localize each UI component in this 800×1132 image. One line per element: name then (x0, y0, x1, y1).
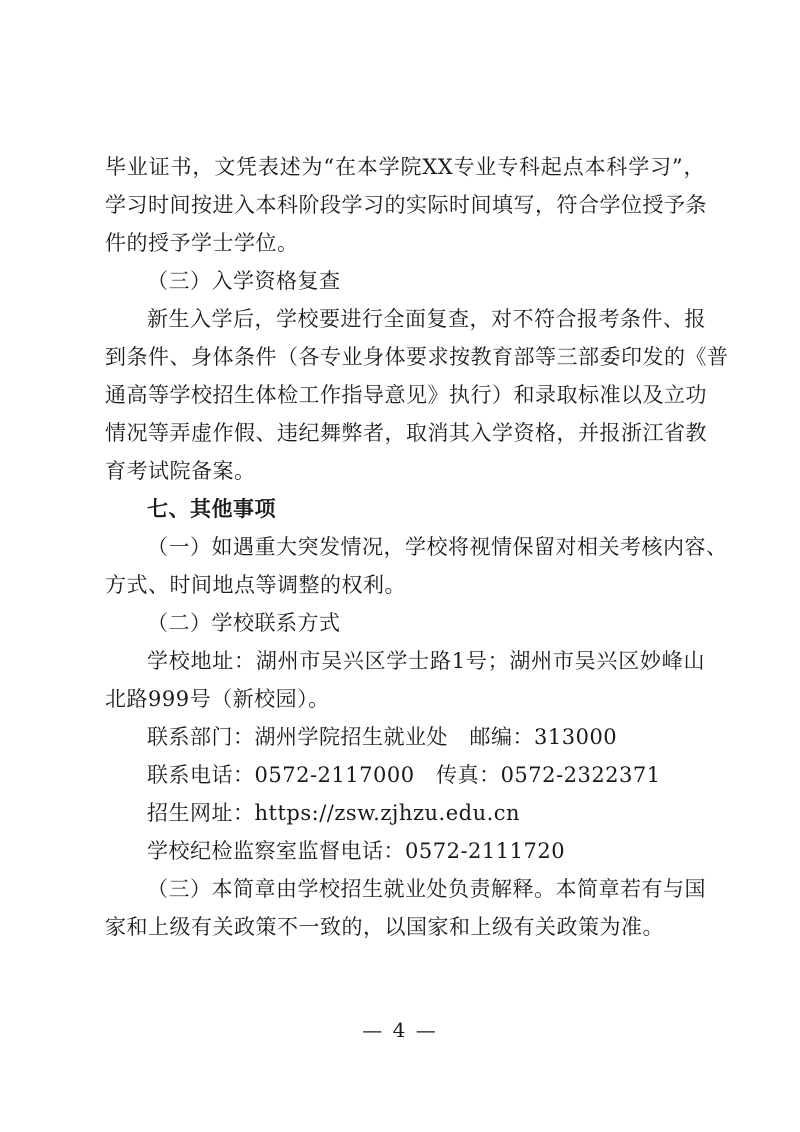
document-body (105, 148, 729, 946)
text-line: 新生入学后，学校要进行全面复查，对不符合报考条件、报 (147, 307, 706, 331)
page-number: — 4 — (362, 1018, 438, 1042)
text-line: 通高等学校招生体检工作指导意见》执行）和录取标准以及立功 (105, 383, 707, 407)
subsection-heading: （三）入学资格复查 (147, 269, 341, 293)
text-line: 到条件、身体条件（各专业身体要求按教育部等三部委印发的《普 (105, 345, 729, 369)
section-heading: 七、其他事项 (147, 497, 276, 521)
address-line: 学校地址：湖州市吴兴区学士路1号；湖州市吴兴区妙峰山 (147, 649, 705, 673)
text-line: （三）本简章由学校招生就业处负责解释。本简章若有与国 (147, 877, 706, 901)
text-line: （一）如遇重大突发情况，学校将视情保留对相关考核内容、 (147, 535, 728, 559)
supervision-phone: 学校纪检监察室监督电话：0572-2111720 (147, 839, 566, 863)
text-line: 毕业证书，文凭表述为“在本学院XX专业专科起点本科学习”， (105, 155, 705, 179)
text-line: 家和上级有关政策不一致的，以国家和上级有关政策为准。 (105, 915, 664, 939)
text-line: 情况等弄虚作假、违纪舞弊者，取消其入学资格，并报浙江省教 (105, 421, 707, 445)
contact-department: 联系部门：湖州学院招生就业处 邮编：313000 (147, 725, 618, 749)
contact-phone: 联系电话：0572-2117000 传真：0572-2322371 (147, 763, 661, 787)
text-line: 件的授予学士学位。 (105, 231, 299, 255)
text-line: 育考试院备案。 (105, 459, 256, 483)
text-line: 学习时间按进入本科阶段学习的实际时间填写，符合学位授予条 (105, 193, 707, 217)
subsection-heading: （二）学校联系方式 (147, 611, 341, 635)
admissions-website: 招生网址：https://zsw.zjhzu.edu.cn (147, 801, 521, 825)
text-line: 方式、时间地点等调整的权利。 (105, 573, 406, 597)
address-line: 北路999号（新校园）。 (105, 687, 330, 711)
